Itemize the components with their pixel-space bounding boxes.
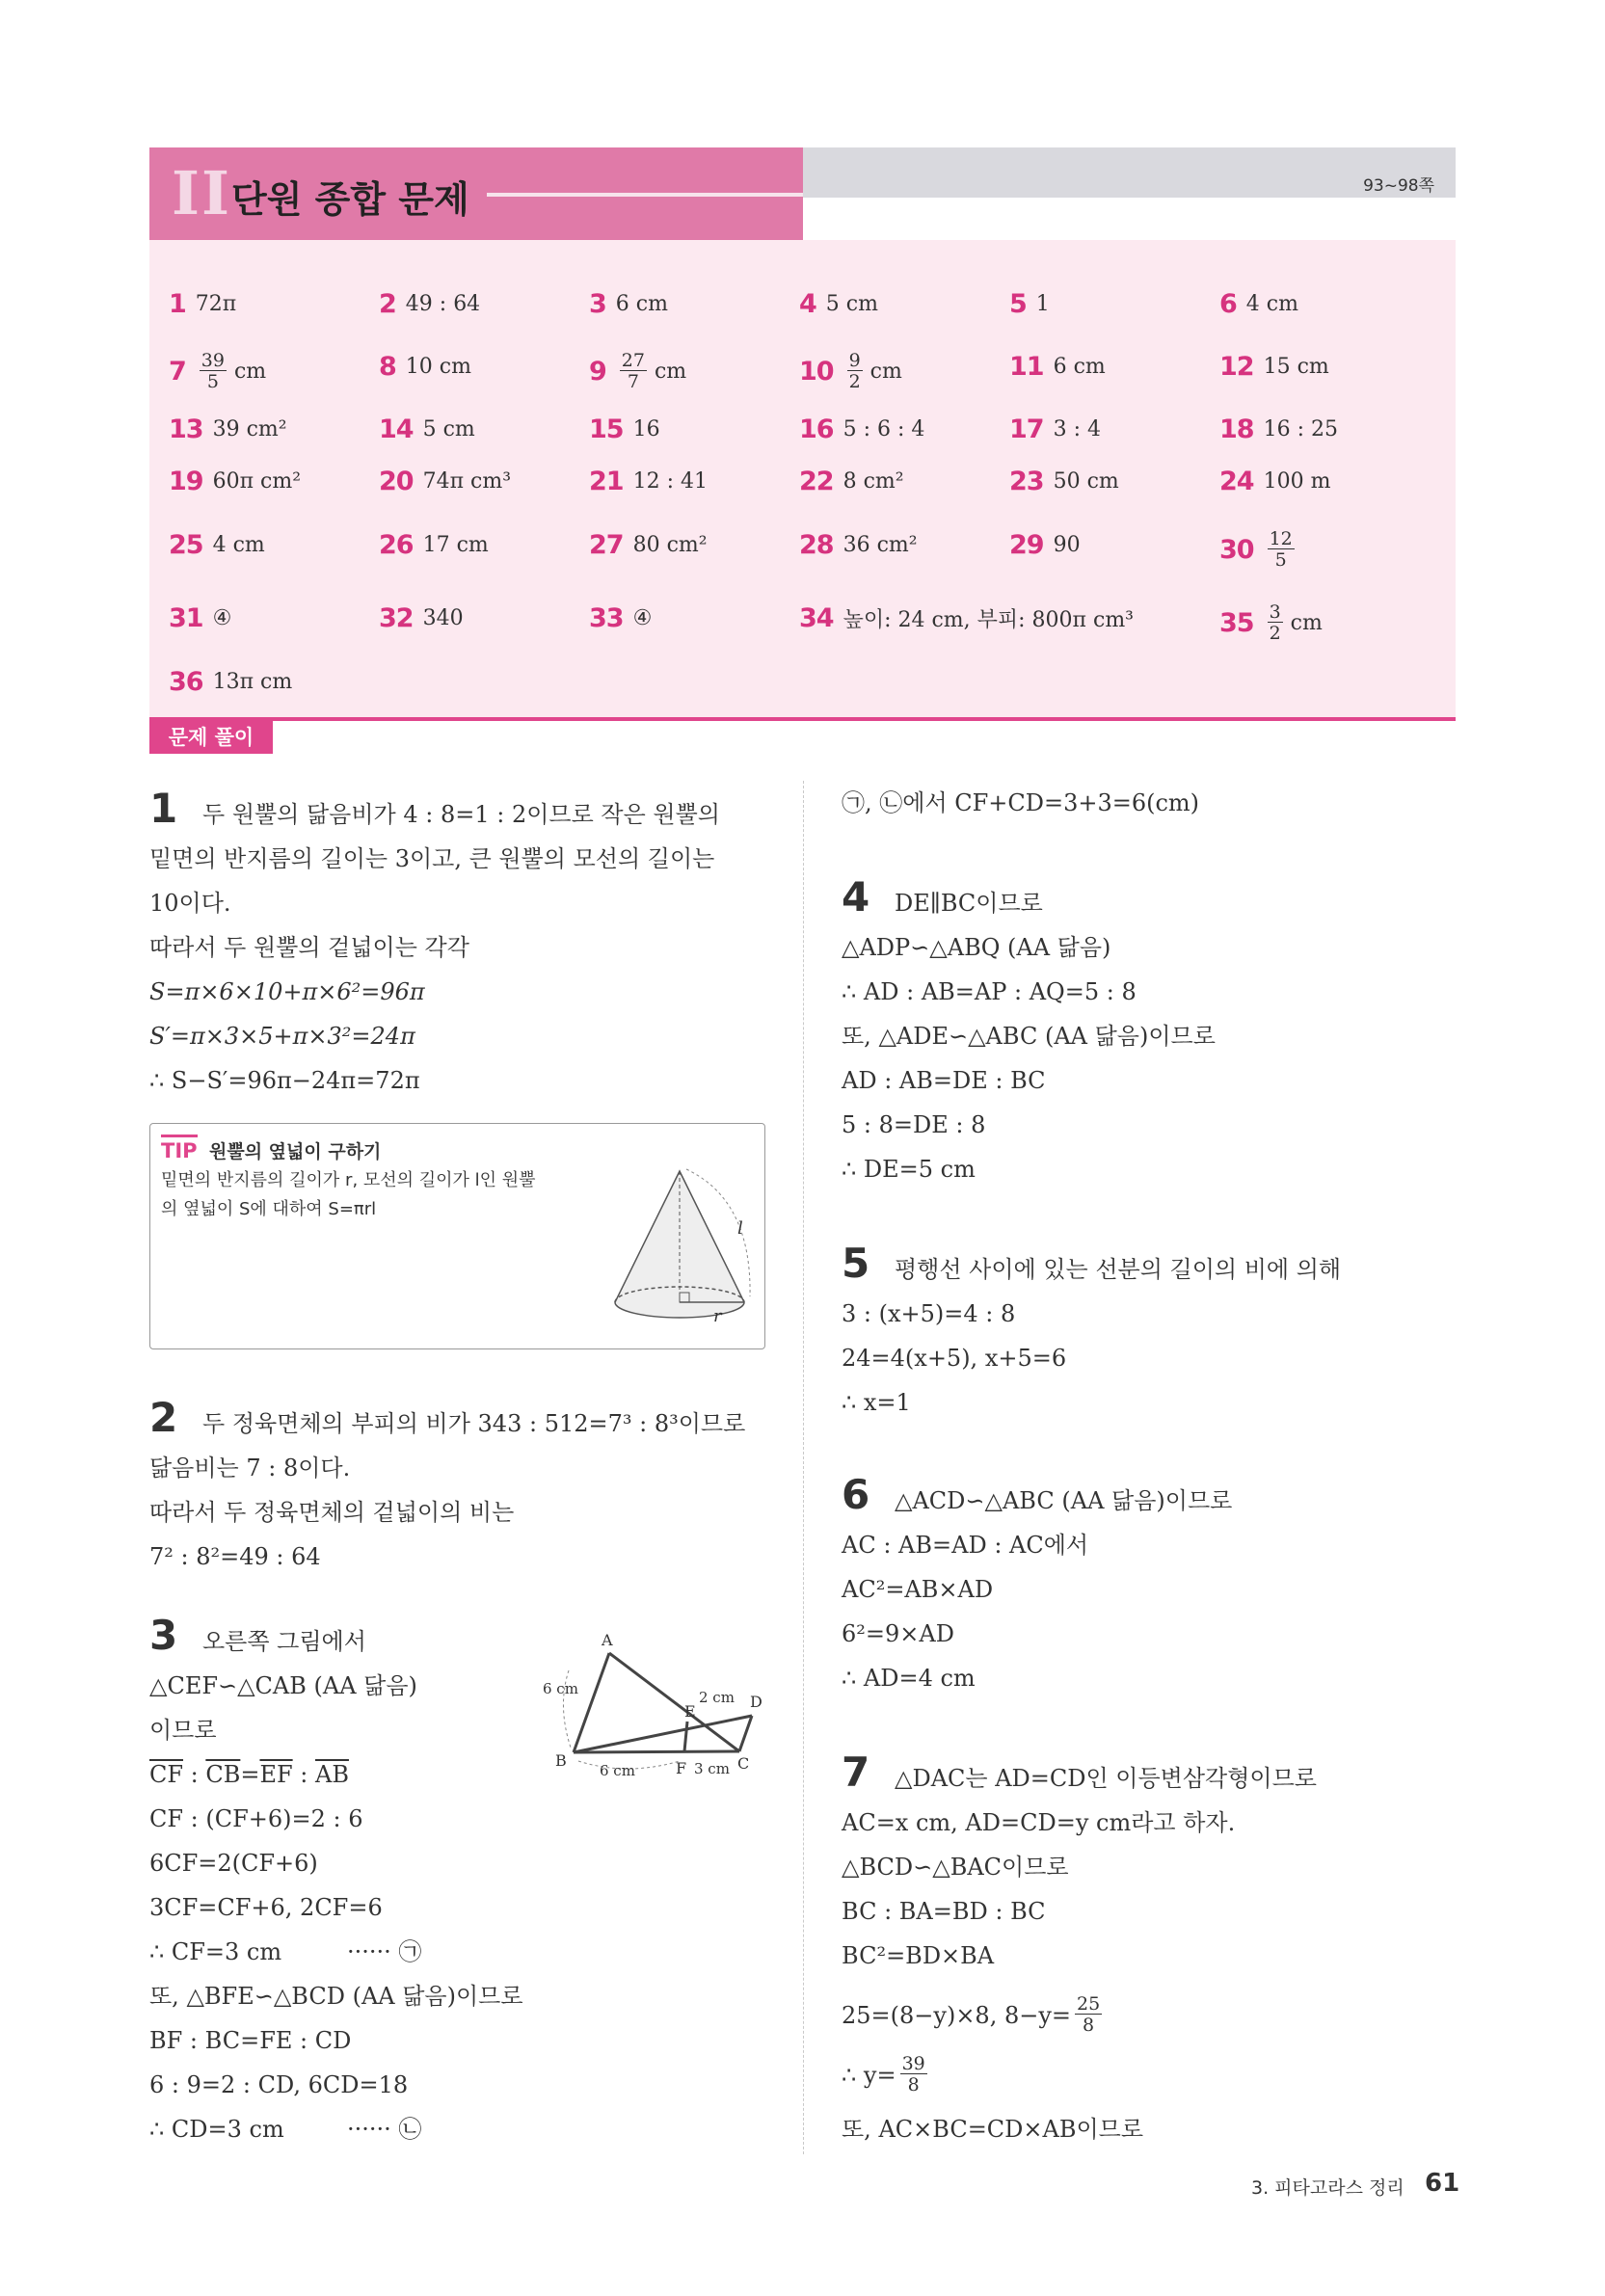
footer-chapter: 3. 피타고라스 정리: [1251, 2177, 1404, 2199]
answer-item: [589, 352, 686, 391]
equation-line: ∴ CD=3 cm: [149, 2116, 284, 2143]
denominator: 5: [1274, 549, 1287, 571]
solution-line: 따라서 두 원뿔의 겉넓이는 각각: [149, 934, 469, 961]
cone-label-r: r: [713, 1306, 722, 1326]
fraction: [847, 352, 863, 391]
answer-item: [379, 289, 480, 319]
answer-value: 100 m: [1263, 469, 1331, 494]
solution-line: 따라서 두 정육면체의 겉넓이의 비는: [149, 1499, 515, 1526]
answer-value: 50 cm: [1053, 469, 1119, 494]
answer-item: [589, 467, 708, 496]
answer-value: 5 cm: [422, 417, 475, 441]
answer-number: 27: [589, 530, 624, 560]
answer-number: 20: [379, 467, 414, 496]
side-label: 3 cm: [694, 1760, 730, 1777]
tip-text: 의 옆넓이 S에 대하여 S=πrl: [161, 1199, 377, 1219]
solution-line: 또, △ADE∽△ABC (AA 닮음)이므로: [842, 1023, 1216, 1050]
fraction: [200, 352, 227, 391]
answer-value: 1: [1035, 292, 1050, 316]
answer-unit: cm: [654, 360, 687, 384]
answer-value: ④: [632, 606, 653, 630]
segment: $\overline{CF}$: [149, 1761, 184, 1788]
answer-number: 30: [1219, 535, 1254, 565]
equation-line: AC²=AB×AD: [842, 1576, 994, 1603]
answer-value: 6 cm: [1053, 355, 1106, 379]
answer-item: [799, 467, 904, 496]
answer-number: 12: [1219, 352, 1254, 382]
answer-item: [169, 414, 287, 444]
answer-number: 34: [799, 603, 834, 633]
answer-value: 15 cm: [1263, 355, 1329, 379]
vertex-D: D: [750, 1693, 762, 1711]
answer-item: [169, 603, 231, 633]
answer-value: 5 cm: [825, 292, 878, 316]
numerator: 12: [1269, 528, 1293, 549]
cone-figure: [607, 1161, 762, 1340]
solution-line: △ADP∽△ABQ (AA 닮음): [842, 934, 1111, 961]
equation-text: 25=(8−y)×8, 8−y=: [842, 2001, 1071, 2029]
answer-number: 31: [169, 603, 203, 633]
answer-value: 49 : 64: [405, 292, 481, 316]
problem-number: 3: [149, 1612, 178, 1659]
segment: $\overline{AB}$: [314, 1761, 349, 1788]
solution-line: 두 원뿔의 닮음비가 4 : 8=1 : 2이므로 작은 원뿔의: [202, 801, 720, 828]
problem-number: 6: [842, 1471, 870, 1518]
answer-number: 28: [799, 530, 834, 560]
equation-line: 5 : 8=DE : 8: [842, 1111, 986, 1138]
answer-item: [169, 352, 266, 391]
problem-number: 4: [842, 873, 870, 921]
solution-line: DE∥BC이므로: [895, 890, 1043, 917]
answer-number: 19: [169, 467, 203, 496]
vertex-E: E: [684, 1702, 696, 1721]
solution-line: 이므로: [149, 1717, 217, 1744]
answer-number: 15: [589, 414, 624, 444]
fraction: [1268, 530, 1295, 570]
numerator: 27: [621, 350, 645, 371]
equation-line: ∴ DE=5 cm: [842, 1156, 976, 1183]
answer-value: 72π: [195, 292, 237, 316]
answer-value: 4 cm: [1245, 292, 1298, 316]
answer-value: 16 : 25: [1263, 417, 1338, 441]
side-label: 6 cm: [600, 1762, 635, 1779]
equation-line: 24=4(x+5), x+5=6: [842, 1345, 1067, 1372]
ratio-sep: :: [292, 1761, 315, 1788]
vertex-A: A: [602, 1631, 613, 1649]
vertex-C: C: [737, 1754, 750, 1773]
answer-value: 10 cm: [405, 355, 471, 379]
equation-line: BF : BC=FE : CD: [149, 2027, 352, 2054]
answer-item: [1009, 414, 1101, 444]
answer-number: 24: [1219, 467, 1254, 496]
side-label: 6 cm: [543, 1680, 578, 1697]
solution-line: AC=x cm, AD=CD=y cm라고 하자.: [842, 1809, 1236, 1836]
title-underline: [487, 193, 803, 197]
answer-number: 3: [589, 289, 606, 319]
denominator: 2: [848, 371, 861, 392]
equation-line: ㉠, ㉡에서 CF+CD=3+3=6(cm): [842, 789, 1200, 816]
triangle-figure: [540, 1624, 771, 1793]
answer-item: [589, 289, 668, 319]
footer-page-number: 61: [1425, 2169, 1460, 2198]
answer-item: [799, 530, 918, 560]
solution-line: 밑면의 반지름의 길이는 3이고, 큰 원뿔의 모선의 길이는: [149, 845, 715, 872]
equation-line: ∴ AD=4 cm: [842, 1665, 976, 1692]
answer-number: 23: [1009, 467, 1044, 496]
numerator: 39: [201, 350, 225, 371]
answer-unit: cm: [233, 360, 267, 384]
equation-line: AC : AB=AD : AC에서: [842, 1532, 1089, 1559]
tip-label: TIP: [161, 1135, 198, 1162]
answer-number: 26: [379, 530, 414, 560]
solution-line: 또, AC×BC=CD×AB이므로: [842, 2116, 1144, 2143]
answer-number: 16: [799, 414, 834, 444]
answer-value: 3 : 4: [1053, 417, 1101, 441]
numerator: 39: [901, 2053, 925, 2074]
equation-text: ∴ y=: [842, 2061, 896, 2089]
solution-line: △ACD∽△ABC (AA 닮음)이므로: [895, 1487, 1233, 1514]
answer-number: 6: [1219, 289, 1237, 319]
side-label: 2 cm: [699, 1689, 735, 1706]
solution-line: △CEF∽△CAB (AA 닮음): [149, 1672, 417, 1699]
equation-line: BC²=BD×BA: [842, 1942, 995, 1969]
segment: $\overline{EF}$: [259, 1761, 293, 1788]
answer-number: 25: [169, 530, 203, 560]
answer-number: 36: [169, 667, 203, 697]
answer-number: 18: [1219, 414, 1254, 444]
answer-item: [799, 352, 902, 391]
numerator: 25: [1077, 1993, 1101, 2015]
problem-number: 5: [842, 1240, 870, 1287]
vertex-F: F: [676, 1759, 687, 1777]
answer-item: [589, 414, 660, 444]
equation-line: [149, 1760, 349, 1789]
fraction: [1075, 1995, 1102, 2035]
marker: ······ ㉡: [347, 2116, 422, 2143]
answer-number: 13: [169, 414, 203, 444]
numerator: 3: [1269, 601, 1281, 623]
answer-item: [1219, 530, 1302, 570]
answer-number: 4: [799, 289, 816, 319]
equation-line: [842, 1995, 1106, 2035]
answer-item: [169, 289, 236, 319]
answer-number: 1: [169, 289, 186, 319]
answer-value: 90: [1053, 533, 1081, 557]
answer-item: [1009, 352, 1106, 382]
answer-item: [1219, 603, 1323, 643]
answer-item: [589, 603, 652, 633]
equation-line: BC : BA=BD : BC: [842, 1898, 1046, 1925]
equation-line: 3 : (x+5)=4 : 8: [842, 1300, 1016, 1327]
answer-item: [799, 414, 924, 444]
answer-item: [589, 530, 708, 560]
answer-item: [1009, 467, 1119, 496]
answer-value: 13π cm: [212, 670, 293, 694]
marker: ······ ㉠: [347, 1938, 422, 1965]
answer-number: 9: [589, 357, 606, 387]
fraction: [900, 2055, 927, 2095]
answer-number: 32: [379, 603, 414, 633]
solution-line: 평행선 사이에 있는 선분의 길이의 비에 의해: [895, 1256, 1342, 1283]
problem-number: 7: [842, 1749, 870, 1796]
answer-number: 10: [799, 357, 834, 387]
answer-number: 22: [799, 467, 834, 496]
answer-item: [169, 467, 301, 496]
problem-number: 2: [149, 1394, 178, 1441]
numerator: 9: [848, 350, 861, 371]
answer-unit: cm: [869, 360, 902, 384]
answer-item: [169, 667, 292, 697]
solution-line: 10이다.: [149, 890, 231, 917]
equation-line: ∴ CF=3 cm: [149, 1938, 282, 1965]
answer-item: [1219, 289, 1298, 319]
answer-value: ④: [212, 606, 232, 630]
answer-number: 5: [1009, 289, 1027, 319]
equation-line: ∴ x=1: [842, 1389, 911, 1416]
page-title: 단원 종합 문제: [231, 178, 469, 221]
answer-number: 33: [589, 603, 624, 633]
page-range: 93~98쪽: [1363, 176, 1434, 196]
answer-value: 39 cm²: [212, 417, 287, 441]
answer-number: 21: [589, 467, 624, 496]
answer-item: [379, 603, 464, 633]
equation-line: 6²=9×AD: [842, 1620, 954, 1647]
answer-item: [799, 289, 878, 319]
answer-item: [379, 352, 471, 382]
equation-line: 6CF=2(CF+6): [149, 1850, 318, 1877]
solution-line: 닮음비는 7 : 8이다.: [149, 1455, 351, 1482]
answer-item: [169, 530, 265, 560]
answer-item: [1009, 289, 1050, 319]
problem-number: 1: [149, 785, 178, 832]
fraction: [1268, 603, 1283, 643]
cone-label-l: l: [737, 1218, 743, 1239]
answer-item: [379, 467, 511, 496]
equation-line: 6 : 9=2 : CD, 6CD=18: [149, 2071, 409, 2098]
column-divider: [803, 781, 804, 2154]
answer-value: 5 : 6 : 4: [843, 417, 925, 441]
answer-number: 29: [1009, 530, 1044, 560]
solution-line: 또, △BFE∽△BCD (AA 닮음)이므로: [149, 1983, 523, 2010]
answer-value: 12 : 41: [632, 469, 708, 494]
equation-line: [842, 2055, 931, 2095]
equals: =: [240, 1761, 260, 1788]
equation-line: AD : AB=DE : BC: [842, 1067, 1046, 1094]
equation-line: S′=π×3×5+π×3²=24π: [149, 1023, 415, 1050]
answer-item: [1219, 352, 1329, 382]
answer-box-rule: [149, 717, 1456, 721]
equation-line: ∴ AD : AB=AP : AQ=5 : 8: [842, 978, 1137, 1005]
answer-number: 7: [169, 357, 186, 387]
solution-line: 두 정육면체의 부피의 비가 343 : 512=7³ : 8³이므로: [202, 1410, 746, 1437]
equation-line: ∴ S−S′=96π−24π=72π: [149, 1067, 420, 1094]
answer-item: [1009, 530, 1081, 560]
answer-item: [379, 414, 475, 444]
denominator: 5: [206, 371, 219, 392]
equation-line: CF : (CF+6)=2 : 6: [149, 1805, 363, 1832]
answer-value: 60π cm²: [212, 469, 302, 494]
answer-value: 6 cm: [615, 292, 668, 316]
fraction: [620, 352, 647, 391]
ratio-sep: :: [183, 1761, 206, 1788]
answer-value: 17 cm: [422, 533, 489, 557]
answer-value: 8 cm²: [843, 469, 904, 494]
answer-item: [799, 603, 1134, 633]
answer-value: 36 cm²: [843, 533, 918, 557]
answer-value: 16: [632, 417, 660, 441]
vertex-B: B: [555, 1751, 567, 1770]
header-gray-band: [803, 147, 1456, 198]
answer-number: 8: [379, 352, 396, 382]
equation-line: 3CF=CF+6, 2CF=6: [149, 1894, 383, 1921]
denominator: 2: [1269, 623, 1281, 644]
answer-number: 14: [379, 414, 414, 444]
answer-value: 80 cm²: [632, 533, 708, 557]
answer-value: 74π cm³: [422, 469, 512, 494]
answer-value: 4 cm: [212, 533, 265, 557]
solution-line: △DAC는 AD=CD인 이등변삼각형이므로: [895, 1765, 1317, 1792]
answer-item: [1219, 467, 1330, 496]
answer-item: [1219, 414, 1338, 444]
equation-line: S=π×6×10+π×6²=96π: [149, 978, 425, 1005]
solution-line: 오른쪽 그림에서: [202, 1628, 366, 1655]
answer-number: 17: [1009, 414, 1044, 444]
answer-number: 35: [1219, 608, 1254, 638]
denominator: 8: [1083, 2015, 1095, 2036]
equation-line: 7² : 8²=49 : 64: [149, 1543, 321, 1570]
denominator: 7: [627, 371, 639, 392]
unit-numeral: II: [172, 158, 232, 228]
tip-title: 원뿔의 옆넓이 구하기: [209, 1141, 382, 1162]
solution-line: △BCD∽△BAC이므로: [842, 1854, 1069, 1881]
answer-value: 340: [422, 606, 464, 630]
answer-number: 2: [379, 289, 396, 319]
solution-section-tag: 문제 풀이: [149, 721, 273, 754]
answer-unit: cm: [1290, 611, 1323, 635]
answer-number: 11: [1009, 352, 1044, 382]
denominator: 8: [907, 2074, 920, 2096]
answer-item: [379, 530, 489, 560]
tip-text: 밑면의 반지름의 길이가 r, 모선의 길이가 l인 원뿔: [161, 1170, 536, 1190]
answer-value: 높이: 24 cm, 부피: 800π cm³: [843, 608, 1134, 632]
segment: $\overline{CB}$: [205, 1761, 241, 1788]
